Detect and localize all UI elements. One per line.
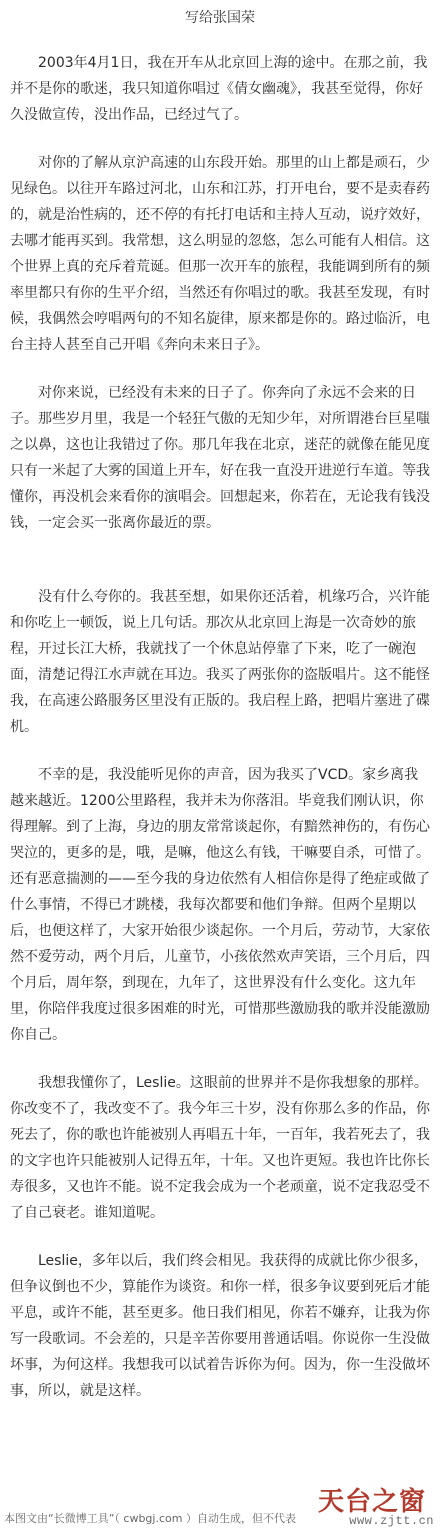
paragraph-3: 对你来说，已经没有未来的日子了。你奔向了永远不会来的日子。那些岁月里，我是一个轻狂气傲的无知少年，对所谓港台巨星嗤之以鼻，这也让我错过了你。那几年我在北京，迷茫的就像在能见度只有一米起了大雾的国道上开车，好在我一直没开进逆行车道。等我懂你，再没机会来看你的演唱会。回想起来，你若在，无论我有钱没钱，一定会买一张离你最近的票。	[10, 385, 430, 531]
paragraph-6: 我想我懂你了，Leslie。这眼前的世界并不是你我想象的那样。你改变不了，我改变不了。我今年三十岁，没有你那么多的作品，你死去了，你的歌也许能被别人再唱五十年，一百年，我若死去了，我的文字也许只能被别人记得五年，十年。又也许更短。我也许比你长寿很多，又也许不能。说不定我会成为一个老顽童，说不定我忍受不了自己衰老。谁知道呢。	[10, 1075, 430, 1221]
footer	[0, 1488, 440, 1534]
paragraph-2: 对你的了解从京沪高速的山东段开始。那里的山上都是顽石，少见绿色。以往开车路过河北，山东和江苏，打开电台，要不是卖春药的，就是治性病的，还不停的有托打电话和主持人互动，说疗效好，去哪才能再买到。我常想，这么明显的忽悠，怎么可能有人相信。这个世界上真的充斥着荒诞。但那一次开车的旅程，我能调到所有的频率里都只有你的生平介绍，当然还有你唱过的歌。我甚至发现，有时候，我偶然会哼唱两句的不知名旋律，原来都是你的。路过临沂，电台主持人甚至自己开唱《奔向未来日子》。	[10, 155, 430, 353]
paragraph-1: 2003年4月1日，我在开车从北京回上海的途中。在那之前，我并不是你的歌迷，我只知道你唱过《倩女幽魂》，我甚至觉得，你好久没做宣传，没出作品，已经过气了。	[10, 55, 428, 123]
paragraph-5: 不幸的是，我没能听见你的声音，因为我买了VCD。家乡离我越来越近。1200公里路程，我并未为你落泪。毕竟我们刚认识，你得理解。到了上海，身边的朋友常常谈起你，有黯然神伤的，有伤心哭泣的，更多的是，哦，是嘛，他这么有钱，干嘛要自杀，可惜了。还有恶意揣测的——至今我的身边依然有人相信你是得了绝症或做了什么事情，不得已才跳楼，我每次都要和他们争辩。但两个星期以后，也便这样了，大家开始很少谈起你。一个月后，劳动节，大家依然不爱劳动，两个月后，儿童节，小孩依然欢声笑语，三个月后，四个月后，周年祭，到现在，九年了，这世界没有什么变化。这九年里，你陪伴我度过很多困难的时光，可惜那些激励我的歌并没能激励你自己。	[10, 767, 430, 1043]
generator-credit: 本图文由“长微博工具”（ cwbgj.com ）自动生成，但不代表	[4, 1512, 296, 1525]
watermark-logo: 天台之窗	[317, 1487, 426, 1517]
watermark-url: www.zjtt.cn	[349, 1514, 434, 1528]
article-title: 写给张国荣	[185, 10, 255, 26]
site-watermark	[314, 1488, 434, 1528]
paragraph-7: Leslie，多年以后，我们终会相见。我获得的成就比你少很多，但争议倒也不少，算能作为谈资。和你一样，很多争议要到死后才能平息，或许不能，甚至更多。他日我们相见，你若不嫌弃，让我为你写一段歌词。不会差的，只是辛苦你要用普通话唱。你说你一生没做坏事，为何这样。我想我可以试着告诉你为何。因为，你一生没做坏事，所以，就是这样。	[10, 1253, 430, 1399]
paragraph-4: 没有什么夸你的。我甚至想，如果你还活着，机缘巧合，兴许能和你吃上一顿饭，说上几句话。那次从北京回上海是一次奇妙的旅程，开过长江大桥，我就找了一个休息站停靠了下来，吃了一碗泡面，清楚记得江水声就在耳边。我买了两张你的盗版唱片。这不能怪我，在高速公路服务区里没有正版的。我启程上路，把唱片塞进了碟机。	[10, 589, 430, 735]
